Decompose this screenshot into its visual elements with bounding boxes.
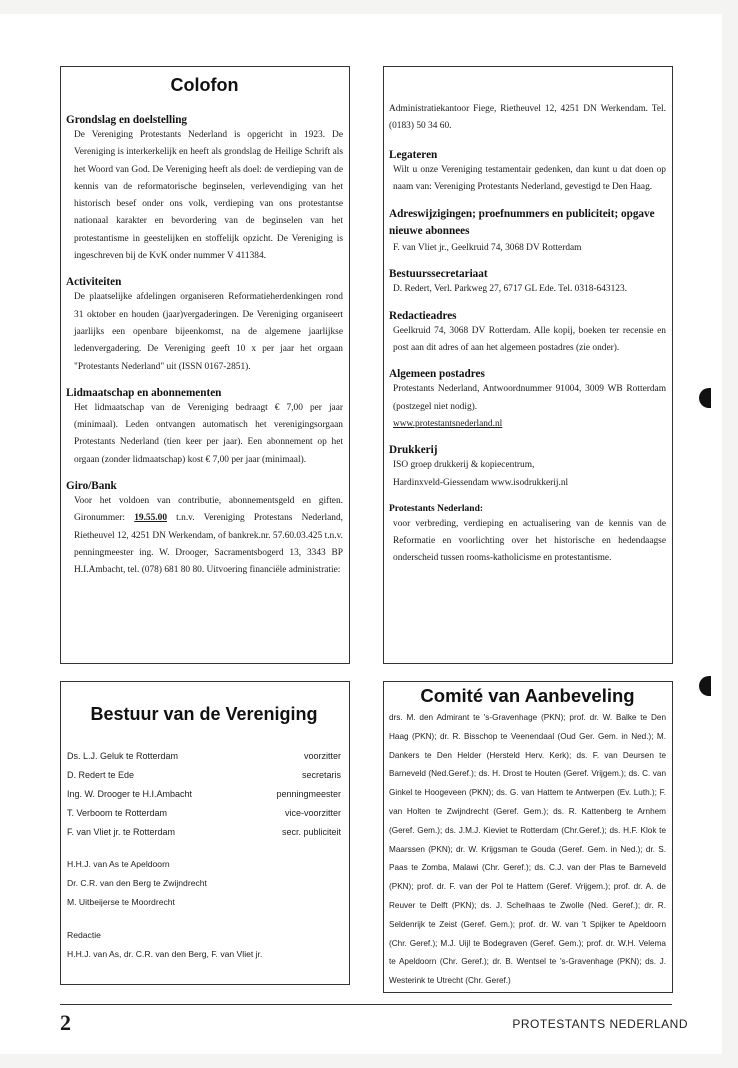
section-text: F. van Vliet jr., Geelkruid 74, 3068 DV Rotterdam xyxy=(393,243,582,254)
section-heading: Lidmaatschap en abonnementen xyxy=(66,386,222,399)
member-name: F. van Vliet jr. te Rotterdam xyxy=(67,826,176,837)
section-heading: Protestants Nederland: xyxy=(389,503,484,514)
section-heading: Redactieadres xyxy=(389,309,457,322)
section-adreswijzigingen xyxy=(389,206,666,257)
section-text: Wilt u onze Vereniging testamentair gedenken, dan kunt u dat doen op naam van: Vereniging Protestants Nederland, gevestigd te Den Haag. xyxy=(393,164,666,192)
section-heading: Bestuurssecretariaat xyxy=(389,268,488,281)
table-row xyxy=(67,784,341,803)
giro-text-after: t.n.v. Vereniging Protestans Nederland, Rietheuvel 12, 4251 DN Werkendam, of bankrek.nr. 57.60.03.425 t.n.v. penningmeester ing. W. Drooger, Sacramentsbogerd 13, 3343 BP H.I.Ambacht, tel. (078) 681 80 80. Uitvoering financiële administratie: xyxy=(74,513,343,576)
section-text: De Vereniging Protestants Nederland is opgericht in 1923. De Vereniging is interkerkelijk en heeft als grondslag de Heilige Schrift als het Woord van God. De Vereniging heeft als doel: de verdieping van de kennis van de reformatorische beginselen, verlevendiging van het historisch besef onder ons volk, verdieping van ons protestantse nationaal karakter en bevordering van de beginselen van het protestantisme in geestelijken en stoffelijk opzicht. De Vereniging is ingeschreven bij de KvK onder nummer V 411384. xyxy=(74,130,343,262)
member-name: D. Redert te Ede xyxy=(67,769,135,780)
list-item: H.H.J. van As te Apeldoorn xyxy=(67,859,170,869)
giro-text-before: Voor het voldoen van contributie, abonnementsgeld en giften. Gironummer: xyxy=(74,496,343,524)
bestuur-box xyxy=(60,681,350,985)
table-row xyxy=(67,765,341,784)
comite-text: drs. M. den Admirant te 's-Gravenhage (PKN); prof. dr. W. Balke te Den Haag (PKN); dr. R. Bisschop te Veenendaal (Oud Ger. Gem. in Ned.); M. Dankers te Den Helder (Hersteld Herv. Kerk); ds. F. van Deursen te Barneveld (Ned.Geref.); ds. H. Drost te Houten (Geref. Vrijgem.); ds. C. van Ginkel te Hoogeveen (PKN); ds. G. van Hattem te Antwerpen (Ev. Luth.); F. van Holten te Zwijndrecht (Geref. Gem.); ds. R. Kattenberg te Arnhem (Geref. Gem.); ds. J.M.J. Kieviet te Rotterdam (Chr.Geref.); ds. H.F. Klok te Maarssen (PKN); dr. W. Krijgsman te Gouda (Geref. Gem. in Ned.); dr. S. Paas te Zomba, Malawi (Chr. Geref.); ds. C.J. van der Plas te Barneveld (PKN); prof. dr. F. van der Pol te Hattem (Geref. Vrijgem.); prof. dr. A. de Reuver te Delft (PKN); ds. J. Schelhaas te Zwolle (Ned. Geref.); dr. R. Seldenrijk te Zeist (Geref. Gem.); prof. dr. W. van 't Spijker te Apeldoorn (Chr. Geref.); M.J. Uijl te Bodegraven (Geref. Gem.); prof. dr. W.H. Velema te Apeldoorn (Chr. Geref.); dr. B. Wentsel te 's-Gravenhage (PKN); ds. J. Westerink te Utrecht (Chr. Geref.) xyxy=(389,713,666,986)
table-row xyxy=(67,803,341,822)
redactie-label: Redactie xyxy=(67,930,101,940)
member-role: secretaris xyxy=(301,769,341,780)
redactie-names: H.H.J. van As, dr. C.R. van den Berg, F. van Vliet jr. xyxy=(67,949,263,959)
member-name: Ds. L.J. Geluk te Rotterdam xyxy=(67,750,179,761)
list-item: Dr. C.R. van den Berg te Zwijndrecht xyxy=(67,878,207,888)
publication-title: PROTESTANTS NEDERLAND xyxy=(512,1017,688,1031)
section-bestuurssecretariaat xyxy=(389,267,666,298)
section-redactieadres xyxy=(389,309,666,358)
section-postadres xyxy=(389,367,666,433)
section-heading: Activiteiten xyxy=(66,276,122,289)
member-role: vice-voorzitter xyxy=(284,807,341,818)
member-role: secr. publiciteit xyxy=(281,826,341,837)
colofon-box xyxy=(60,66,350,664)
section-text: Hardinxveld-Giessendam www.isodrukkerij.nl xyxy=(393,477,569,488)
section-heading: Drukkerij xyxy=(389,444,438,457)
section-heading: Giro/Bank xyxy=(66,480,117,493)
comite-title: Comité van Aanbeveling xyxy=(420,685,635,706)
section-drukkerij xyxy=(389,443,666,492)
footer-rule xyxy=(60,1004,672,1005)
bestuur-table xyxy=(67,746,341,841)
section-heading: Algemeen postadres xyxy=(389,368,485,381)
admin-text: Administratiekantoor Fiege, Rietheuvel 12, 4251 DN Werkendam. Tel. (0183) 50 34 60. xyxy=(389,104,666,132)
bestuur-title: Bestuur van de Vereniging xyxy=(90,704,318,724)
section-heading: Legateren xyxy=(389,148,438,161)
section-grondslag xyxy=(66,113,343,265)
section-text: De plaatselijke afdelingen organiseren Reformatieherdenkingen rond 31 oktober en houden (jaar)vergaderingen. De Vereniging organiseert jaarlijks een openbare bijeenkomst, na de algemene jaarlijkse ledenvergadering. De Vereniging geeft 10 x per jaar het orgaan "Protestants Nederland" uit (ISSN 0167-2851). xyxy=(74,292,343,372)
section-text xyxy=(66,493,343,579)
section-text: Geelkruid 74, 3068 DV Rotterdam. Alle kopij, boeken ter recensie en post aan dit adres of aan het algemeen postadres (zie onder). xyxy=(393,325,666,354)
giro-number: 19.55.00 xyxy=(134,513,168,524)
member-role: penningmeester xyxy=(276,788,341,799)
section-lidmaatschap xyxy=(66,386,343,469)
table-row xyxy=(67,746,341,765)
list-item: M. Uitbeijerse te Moordrecht xyxy=(67,897,175,907)
section-text: D. Redert, Verl. Parkweg 27, 6717 GL Ede. Tel. 0318-643123. xyxy=(393,284,628,295)
member-name: Ing. W. Drooger te H.I.Ambacht xyxy=(67,788,193,799)
section-text: ISO groep drukkerij & kopiecentrum, xyxy=(393,460,535,471)
section-heading: Grondslag en doelstelling xyxy=(66,114,188,126)
colofon-title: Colofon xyxy=(170,75,239,95)
section-heading: Adreswijzigingen; proefnummers en publiciteit; opgave nieuwe abonnees xyxy=(389,208,655,238)
section-activiteiten xyxy=(66,275,343,375)
table-row xyxy=(67,822,341,841)
section-giro-bank xyxy=(66,479,343,579)
section-legateren xyxy=(389,148,666,197)
section-text: Het lidmaatschap van de Vereniging bedraagt € 7,00 per jaar (minimaal). Leden ontvangen automatisch het verenigingsorgaan Protestants Nederland (tien keer per jaar). Een abonnement op het orgaan (zonder lidmaatschap) kost € 7,00 per jaar (minimaal). xyxy=(74,402,343,465)
page-number: 2 xyxy=(60,1010,71,1035)
member-name: T. Verboom te Rotterdam xyxy=(67,807,168,818)
section-protestants-nederland xyxy=(389,502,666,568)
website-link[interactable]: www.protestantsnederland.nl xyxy=(393,418,503,429)
section-text: voor verbreding, verdieping en actualisering van de kennis van de Reformatie en voorlichting over het historische en hedendaagse onderscheid tussen rooms-katholicisme en protestantisme. xyxy=(393,518,666,564)
comite-box xyxy=(383,681,673,993)
member-role: voorzitter xyxy=(303,750,341,761)
info-box xyxy=(383,66,673,664)
section-text: Protestants Nederland, Antwoordnummer 91004, 3009 WB Rotterdam (postzegel niet nodig). xyxy=(393,384,666,412)
